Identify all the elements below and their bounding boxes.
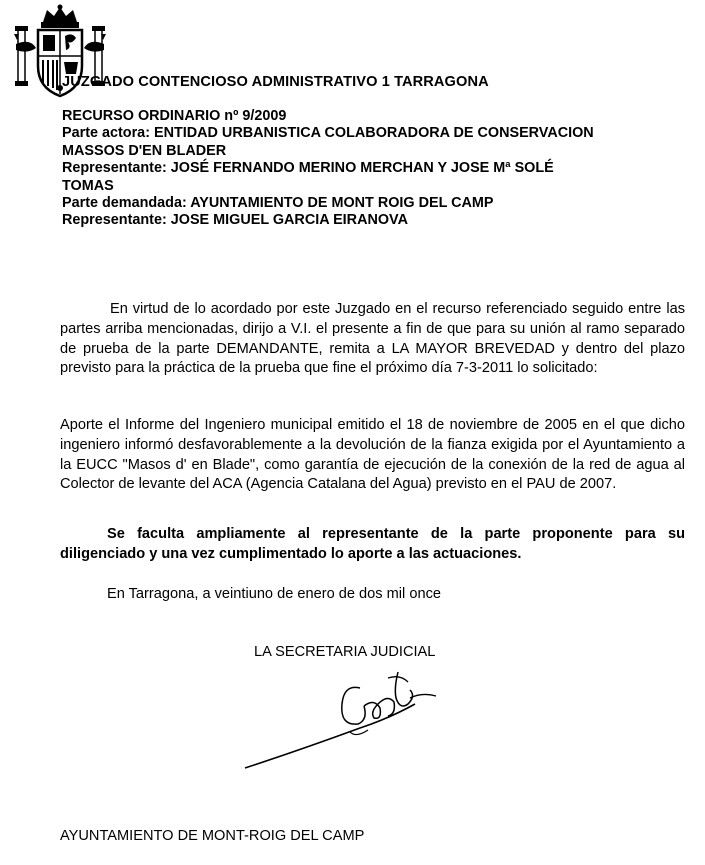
- paragraph-request: [60, 300, 685, 379]
- plaintiff-line-1: Parte actora: ENTIDAD URBANISTICA COLABORADORA DE CONSERVACION: [62, 125, 594, 142]
- paragraph-request-text: En virtud de lo acordado por este Juzgado en el recurso referenciado seguido entre las partes arriba mencionadas, dirijo a V.I. el presente a fin de que para su unión al ramo separado de prueba de la parte DEMANDANTE, remita a LA MAYOR BREVEDAD y dentro del plazo previsto para la práctica de la prueba que fine el próximo día 7-3-2011 lo solicitado:: [60, 301, 685, 377]
- paragraph-authorization-text: Se faculta ampliamente al representante de la parte proponente para su diligenciado y una vez cumplimentado lo aporte a las actuaciones.: [60, 526, 685, 562]
- handwritten-signature-icon: [240, 668, 450, 778]
- defendant: Parte demandada: AYUNTAMIENTO DE MONT ROIG DEL CAMP: [62, 195, 494, 212]
- plaintiff-line-2: MASSOS D'EN BLADER: [62, 142, 227, 159]
- case-details: [62, 108, 687, 230]
- signatory-title: LA SECRETARIA JUDICIAL: [254, 644, 436, 660]
- paragraph-authorization: [60, 525, 685, 565]
- recipient-name: AYUNTAMIENTO DE MONT-ROIG DEL CAMP: [60, 828, 365, 844]
- procedure-number: RECURSO ORDINARIO nº 9/2009: [62, 108, 287, 124]
- place-and-date: En Tarragona, a veintiuno de enero de dos mil once: [107, 586, 441, 602]
- plaintiff-representative-line-2: TOMAS: [62, 177, 114, 194]
- defendant-representative: Representante: JOSE MIGUEL GARCIA EIRANOVA: [62, 212, 408, 229]
- plaintiff-representative-line-1: Representante: JOSÉ FERNANDO MERINO MERCHAN Y JOSE Mª SOLÉ: [62, 160, 554, 177]
- paragraph-evidence: Aporte el Informe del Ingeniero municipal emitido el 18 de noviembre de 2005 en el que dicho ingeniero informó desfavorablemente a la devolución de la fianza exigida por el Ayuntamiento a la EUCC "Masos d' en Blade", como garantía de ejecución de la conexión de la red de agua al Colector de levante del ACA (Agencia Catalana del Agua) previsto en el PAU de 2007.: [60, 417, 685, 493]
- court-name: JUZGADO CONTENCIOSO ADMINISTRATIVO 1 TARRAGONA: [62, 74, 489, 90]
